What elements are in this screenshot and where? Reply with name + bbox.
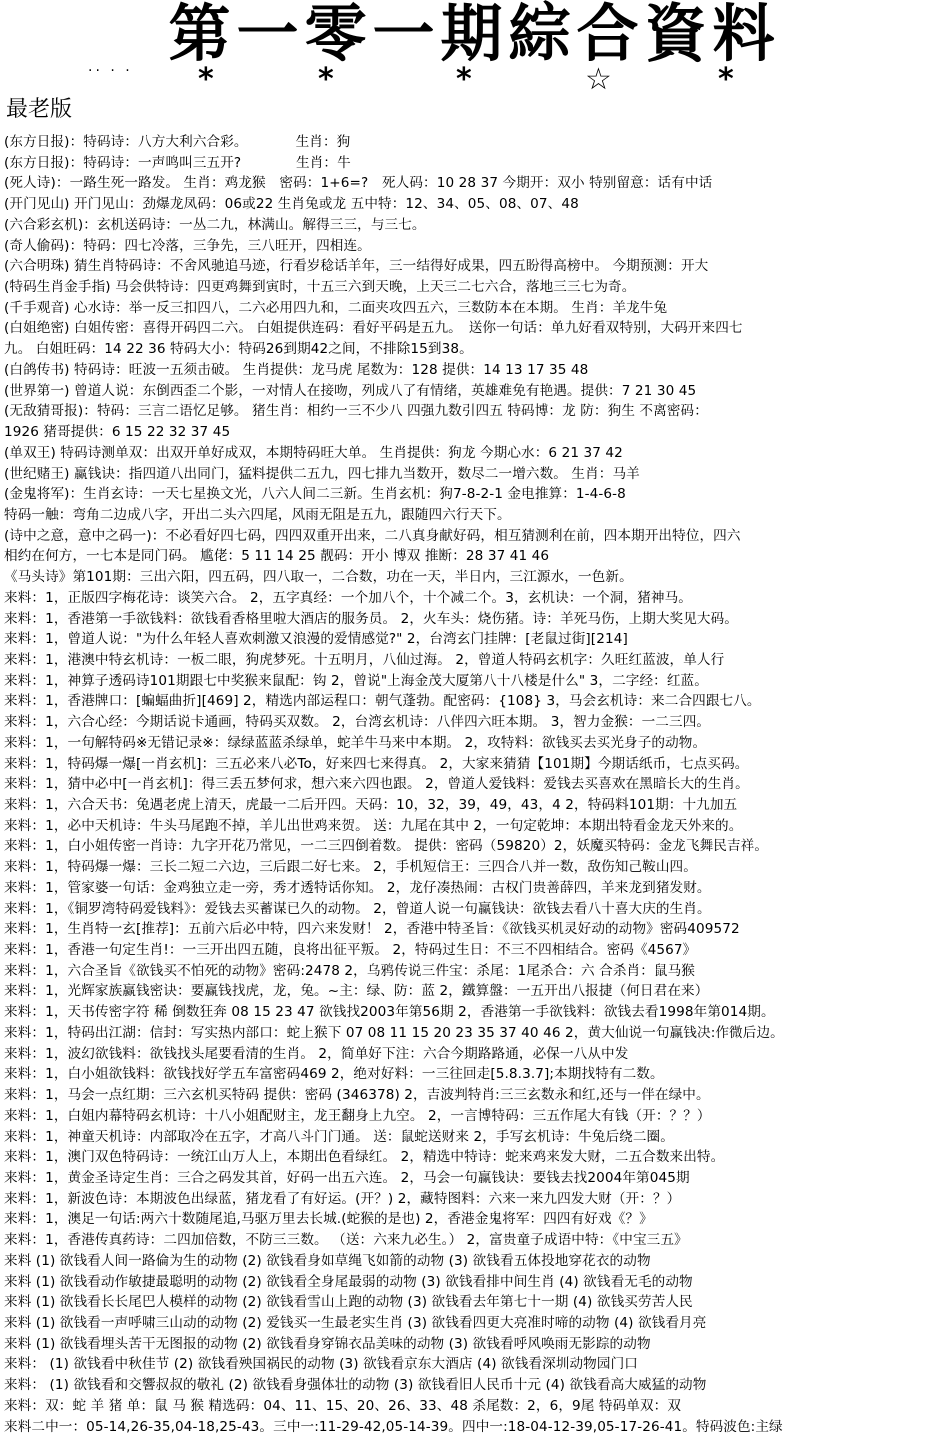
text-line: 来料：1，正版四字梅花诗：谈笑六合。 2，五字真经：一个加八个，十个减二个。3，玄机诀：一个洞，猪神马。 xyxy=(4,589,692,606)
text-line: 来料：1，神算子透码诗101期跟七中奖猴来鼠配：钩 2，曾说"上海金茂大厦第八十八楼是什么" 3，二字经：红蓝。 xyxy=(4,672,708,689)
text-line: 来料： (1) 欲钱看中秋佳节 (2) 欲钱看殃国祸民的动物 (3) 欲钱看京东大酒店 (4) 欲钱看深圳动物园门口 xyxy=(4,1356,638,1373)
dot-decoration: ·· · · xyxy=(88,63,133,79)
text-line: 来料 (1) 欲钱看长长尾巴人模样的动物 (2) 欲钱看雪山上跑的动物 (3) 欲钱看去年第七十一期 (4) 欲钱买劳苦人民 xyxy=(4,1294,693,1311)
text-line: 来料 (1) 欲钱看一声呼啸三山动的动物 (2) 爱钱买一生最老实生肖 (3) 欲钱看四更大亮准时啼的动物 (4) 欲钱看月亮 xyxy=(4,1314,707,1331)
text-line: 特码一触：弯角二边成八字，开出二头六四尾，风雨无阻是五九，跟随四六行天下。 xyxy=(4,506,511,523)
text-line: 来料二中一：05-14,26-35,04-18,25-43。三中一:11-29-42,05-14-39。四中一:18-04-12-39,05-17-26-41。特码波色:主绿 xyxy=(4,1418,783,1435)
text-line: (死人诗)：一路生死一路发。 生肖：鸡龙猴 密码：1+6=? 死人码：10 28 37 今期开：双小 特别留意：话有中话 xyxy=(4,175,713,192)
text-line: 来料：1，香港牌口：[蝙蝠曲折][469] 2，精选内部运程口：朝气蓬勃。配密码：{108} 3，马会玄机诗：来二合四跟七八。 xyxy=(4,693,761,710)
text-line: (诗中之意，意中之码一)：不必看好四七码，四四双重开出来，二八真身献好码，相互猜测利在前，四本期开出特位，四六 xyxy=(4,527,741,544)
text-line: 来料：1，澳足一句话:两六十数随尾追,马驱万里去长城.(蛇猴的是也) 2，香港金鬼将军：四四有好戏《？》 xyxy=(4,1211,653,1228)
text-line: 来料：1，六合圣旨《欲钱买不怕死的动物》密码:2478 2，乌鸦传说三件宝：杀尾：1尾杀合：六 合杀肖：鼠马猴 xyxy=(4,962,695,979)
text-line: 来料：1，特码爆一爆[一肖玄机]：三五必来八必To，好来四七来得真。 2，大家来猜猜【101期】今期话纸币，七点买码。 xyxy=(4,755,749,772)
text-line: 来料：1，曾道人说："为什么年轻人喜欢刺激又浪漫的爱情感觉?" 2，台湾玄门挂牌：[老鼠过街][214] xyxy=(4,631,628,648)
text-line: 来料：1，管家婆一句话：金鸡独立走一旁，秀才透特话你知。 2，龙仔凑热闹：古权门贵善薛四，羊来龙到猪发财。 xyxy=(4,879,711,896)
text-line: 来料：1，《铜罗湾特码爱钱料》：爱钱去买蓄谋已久的动物。 2，曾道人说一句赢钱诀：欲钱去看八十喜大庆的生肖。 xyxy=(4,900,711,917)
asterisk-icon: * xyxy=(456,62,472,97)
text-line: 来料：1，猜中必中[一肖玄机]：得三丢五梦何求，想六来六四也跟。 2，曾道人爱钱料：爱钱去买喜欢在黑暗长大的生肖。 xyxy=(4,776,749,793)
text-line: 1926 猪哥提供：6 15 22 32 37 45 xyxy=(4,424,231,441)
text-line: 来料 (1) 欲钱看动作敏捷最聪明的动物 (2) 欲钱看全身尾最弱的动物 (3) 欲钱看排中间生肖 (4) 欲钱看无毛的动物 xyxy=(4,1273,693,1290)
text-line: 来料：1，特码爆一爆：三长二短二六边，三后跟二好七来。 2，手机短信王：三四合八并一数，敌伤知己鞍山四。 xyxy=(4,859,697,876)
text-line: 来料：1，黄金圣诗定生肖：三合之码发其首，好码一出五六连。 2，马会一句赢钱诀：要钱去找2004年第045期 xyxy=(4,1169,690,1186)
text-line: 相约在何方，一七本是同门码。 尴佬：5 11 14 25 靓码：开小 博双 推断：28 37 41 46 xyxy=(4,548,550,565)
text-line: 来料： (1) 欲钱看和交響叔叔的敬礼 (2) 欲钱看身强体壮的动物 (3) 欲钱看旧人民币十元 (4) 欲钱看高大威猛的动物 xyxy=(4,1377,707,1394)
text-line: 来料：1，新波色诗：本期波色出绿蓝，猪龙看了有好运。(开？) 2，藏特图料：六来一来九四发大财（开：？） xyxy=(4,1190,681,1207)
text-line: 来料 (1) 欲钱看埋头苦干无图报的动物 (2) 欲钱看身穿锦衣品美味的动物 (3) 欲钱看呼风唤雨无影踪的动物 xyxy=(4,1335,651,1352)
text-line: 来料：1，一句解特码※无错记录※：绿绿蓝蓝杀绿单，蛇羊牛马来中本期。 2，攻特料：欲钱买去买光身子的动物。 xyxy=(4,734,707,751)
text-line: 来料：1，白姐内幕特码玄机诗：十八小姐配财主，龙王翻身上九空。 2，一言博特码：三五作尾大有钱（开：？？） xyxy=(4,1107,711,1124)
text-line: 来料：1，神童天机诗：内部取冷在五字，才高八斗门门通。 送：鼠蛇送财来 2，手写玄机诗：牛兔后绕二圈。 xyxy=(4,1128,674,1145)
page-title: 第一零一期綜合資料 xyxy=(168,0,781,70)
text-line: (金鬼将军)：生肖玄诗：一天七星换文光，八六人间二三新。生肖玄机：狗7-8-2-1 金电推算：1-4-6-8 xyxy=(4,486,626,503)
text-line: 来料：1，白小姐传密一肖诗：九字开花乃常见，一二三四倒着数。 提供：密码（59820）2，妖魔买特码：金龙飞舞民吉祥。 xyxy=(4,838,769,855)
text-line: (奇人偷码)：特码：四七冷落，三争先，三八旺开，四相连。 xyxy=(4,237,371,254)
text-line: (东方日报)：特码诗：八方大利六合彩。 生肖：狗 xyxy=(4,134,351,150)
asterisk-icon: * xyxy=(718,62,734,97)
text-line: 来料：1，必中天机诗：牛头马尾跑不掉，羊儿出世鸡来贺。 送：九尾在其中 2，一句定乾坤：本期出特看金龙天外来的。 xyxy=(4,817,743,834)
text-line: 来料：1，香港一句定生肖!：一三开出四五随，良将出征平叛。 2，特码过生日：不三不四相结合。密码《4567》 xyxy=(4,942,697,959)
text-line: 来料：1，六合天书：兔遇老虎上清天，虎最一二后开四。天码：10，32，39，49，43，4 2，特码料101期：十九加五 xyxy=(4,797,738,813)
text-line: (东方日报)：特码诗：一声鸣叫三五开? 生肖：牛 xyxy=(4,154,351,171)
text-line: 来料：1，六合心经：今期话说卡通画，特码买双数。 2，台湾玄机诗：八伴四六旺本期。 3，智力金猴：一二三四。 xyxy=(4,714,711,731)
decoration-row xyxy=(0,62,949,98)
text-line: (六合彩玄机)：玄机送码诗：一丛二九，林满山。解得三三，与三七。 xyxy=(4,216,426,233)
text-line: (千手观音) 心水诗：举一反三扣四八，二六必用四九和，二面夹攻四五六，三数防本在本期。 生肖：羊龙牛兔 xyxy=(4,299,668,316)
star-icon: ☆ xyxy=(585,62,612,97)
text-line: (世界第一) 曾道人说：东倒西歪二个影，一对情人在接吻，列成八了有情绪，英雄难免有艳遇。提供：7 21 30 45 xyxy=(4,382,697,399)
asterisk-icon: * xyxy=(318,62,334,97)
text-line: 来料：1，特码出江湖：信封：写实热内部口：蛇上猴下 07 08 11 15 20 23 35 37 40 46 2，黄大仙说一句赢钱决:作微后边。 xyxy=(4,1024,784,1041)
text-line: (白鸽传书) 特码诗：旺波一五须击破。 生肖提供：龙马虎 尾数为：128 提供：14 13 17 35 48 xyxy=(4,361,589,378)
content-body xyxy=(4,132,944,1437)
text-line: 来料：1，香港第一手欲钱料：欲钱看香格里啦大酒店的服务员。 2，火车头：烧伤猪。诗：羊死马伤，上期大奖见大码。 xyxy=(4,610,738,627)
text-line: (单双王) 特码诗测单双：出双开单好成双，本期特码旺大单。 生肖提供：狗龙 今期心水：6 21 37 42 xyxy=(4,444,623,461)
text-line: (开门见山) 开门见山：劲爆龙凤码：06或22 生肖兔或龙 五中特：12、34、05、08、07、48 xyxy=(4,196,579,213)
asterisk-icon: * xyxy=(198,62,214,97)
text-line: 来料：1，白小姐欲钱料：欲钱找好学五车富密码469 2，绝对好料：一三往回走[5.8.3.7];本期找特有二数。 xyxy=(4,1066,664,1083)
edition-label: 最老版 xyxy=(6,97,73,122)
text-line: 来料：1，波幻欲钱料：欲钱找头尾要看清的生肖。 2，简单好下注：六合今期路路通，必保一八从中发 xyxy=(4,1045,629,1062)
text-line: 《马头诗》第101期：三出六阳，四五码，四八取一，二合数，功在一天，半日内，三江源水，一色新。 xyxy=(4,569,633,586)
text-line: 来料：1，澳门双色特码诗：一统江山万人上，本期出色看绿红。 2，精选中特诗：蛇来鸡来发大财，二五合数来出特。 xyxy=(4,1149,725,1166)
text-line: (白姐绝密) 白姐传密：喜得开码四二六。 白姐提供连码：看好平码是五九。 送你一句话：单九好看双特别，大码开来四七 xyxy=(4,320,743,337)
text-line: 来料：1，光辉家族赢钱密诀：要赢钱找虎，龙，兔。~主：绿、防：蓝 2，鐵算盤：一五开出八报捷（何日君在来） xyxy=(4,983,709,1000)
text-line: 来料：1，香港传真药诗：二四加倍数，不防三三数。 （送：六来九必生。） 2，富贵童子成语中特：《中宝三五》 xyxy=(4,1232,688,1249)
text-line: 来料：1，生肖特一玄[推荐]：五前六后必中特，四六来发财！ 2，香港中特圣旨：《欲钱买机灵好动的动物》密码409572 xyxy=(4,921,740,938)
text-line: 来料：双：蛇 羊 猪 单：鼠 马 猴 精选码：04、11、15、20、26、33、48 杀尾数：2，6，9尾 特码单双：双 xyxy=(4,1397,682,1414)
text-line: 来料：1，港澳中特玄机诗：一板二眼，狗虎梦死。十五明月，八仙过海。 2，曾道人特码玄机字：久旺红蓝波，单人行 xyxy=(4,651,725,668)
text-line: 来料 (1) 欲钱看人间一路倫为生的动物 (2) 欲钱看身如草绳飞如箭的动物 (3) 欲钱看五体投地穿花衣的动物 xyxy=(4,1252,651,1269)
text-line: (六合明珠) 猜生肖特码诗：不舍风驰追马迹，行看岁稔话羊年，三一结得好成果，四五盼得高榜中。 今期预测：开大 xyxy=(4,258,709,275)
text-line: (无敌猜哥报)：特码：三言二语忆足够。 猪生肖：相约一三不少八 四强九数引四五 特码博：龙 防：狗生 不离密码： xyxy=(4,403,708,420)
text-line: 九。 白姐旺码：14 22 36 特码大小：特码26到期42之间，不排除15到38。 xyxy=(4,341,473,358)
text-line: 来料：1，马会一点红期：三六玄机买特码 提供：密码 (346378) 2，吉波判特肖:三三玄数永和红,还与一伴在绿中。 xyxy=(4,1087,710,1104)
text-line: 来料：1，天书传密字符 稀 倒数狂奔 08 15 23 47 欲钱找2003年第56期 2，香港第一手欲钱料：欲钱去看1998年第014期。 xyxy=(4,1004,775,1021)
text-line: (世纪赌王) 赢钱诀：指四道八出同门，猛料提供二五九，四七排九当数开，数尽二一增六数。 生肖：马羊 xyxy=(4,465,640,482)
text-line: (特码生肖金手指) 马会供特诗：四更鸡舞到寅时，十五三六到天晚，上天三二七六合，落地三三七为奇。 xyxy=(4,279,636,296)
